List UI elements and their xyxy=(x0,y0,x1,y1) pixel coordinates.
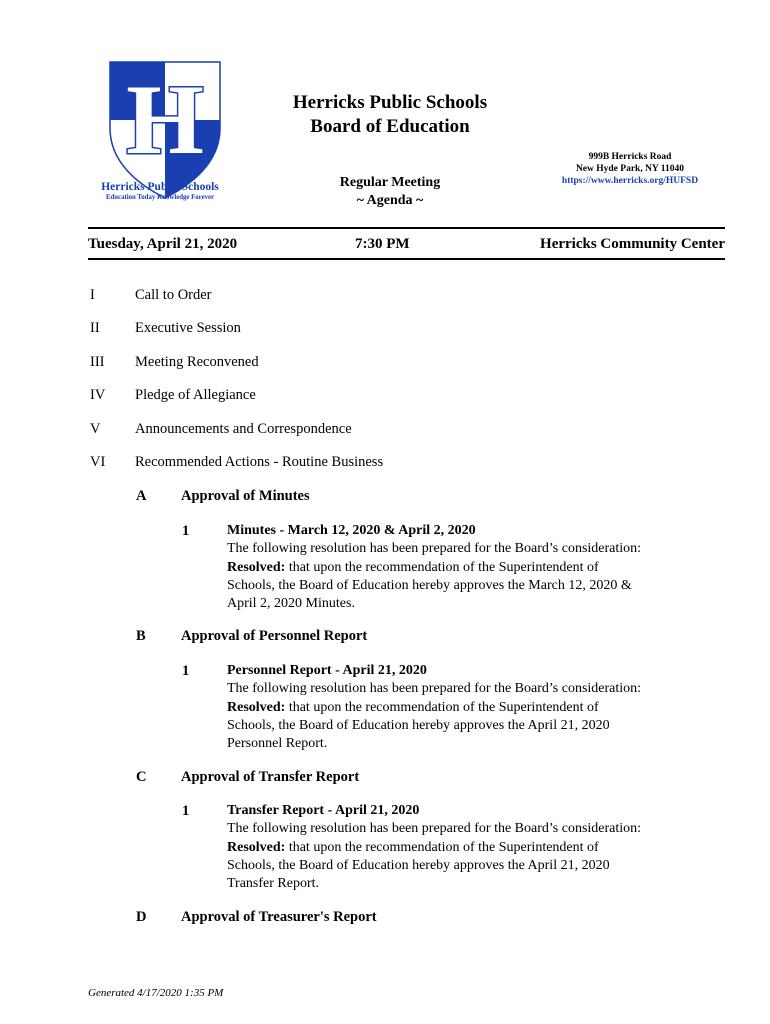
agenda-num: III xyxy=(90,354,105,370)
resolution-line xyxy=(227,559,707,577)
item-num: 1 xyxy=(182,663,190,679)
item-title: Transfer Report - April 21, 2020 xyxy=(227,803,420,818)
resolved-label: Resolved: xyxy=(227,839,286,855)
resolution-block xyxy=(227,802,707,893)
bottom-rule xyxy=(88,258,725,260)
section-letter: C xyxy=(136,769,147,785)
resolution-line: Personnel Report. xyxy=(227,736,328,752)
resolved-label: Resolved: xyxy=(227,559,286,575)
agenda-num: I xyxy=(90,287,95,303)
resolution-line: Transfer Report. xyxy=(227,876,320,892)
address-line2: New Hyde Park, NY 11040 xyxy=(575,164,685,174)
resolved-text: that upon the recommendation of the Superintendent of xyxy=(285,559,599,575)
agenda-item-text: Call to Order xyxy=(135,287,212,303)
meeting-date: Tuesday, April 21, 2020 xyxy=(88,236,238,252)
item-title: Personnel Report - April 21, 2020 xyxy=(227,663,427,678)
resolution-line: Schools, the Board of Education hereby approves the March 12, 2020 & xyxy=(227,577,632,593)
resolved-text: that upon the recommendation of the Superintendent of xyxy=(285,839,599,855)
resolved-label: Resolved: xyxy=(227,699,286,715)
meeting-location: Herricks Community Center xyxy=(540,236,725,252)
section-title: Approval of Transfer Report xyxy=(181,769,360,785)
section-letter: B xyxy=(136,628,146,644)
logo-name: Herricks Public Schools xyxy=(101,181,219,193)
resolution-intro: The following resolution has been prepared for the Board’s consideration: xyxy=(227,821,642,837)
resolution-line: April 2, 2020 Minutes. xyxy=(227,596,355,612)
resolution-line: Schools, the Board of Education hereby approves the April 21, 2020 xyxy=(227,857,610,873)
agenda-item-text: Meeting Reconvened xyxy=(135,354,259,370)
org-name: Herricks Public Schools xyxy=(292,92,488,113)
generated-timestamp: Generated 4/17/2020 1:35 PM xyxy=(88,987,224,999)
meeting-type: Regular Meeting xyxy=(339,175,441,190)
section-title: Approval of Personnel Report xyxy=(181,628,368,644)
resolution-intro: The following resolution has been prepared for the Board’s consideration: xyxy=(227,541,642,557)
meeting-time: 7:30 PM xyxy=(355,236,410,252)
agenda-item-text: Recommended Actions - Routine Business xyxy=(135,454,384,470)
resolved-text: that upon the recommendation of the Superintendent of xyxy=(285,699,599,715)
resolution-line xyxy=(227,699,707,717)
resolution-intro: The following resolution has been prepared for the Board’s consideration: xyxy=(227,681,642,697)
item-num: 1 xyxy=(182,523,190,539)
item-num: 1 xyxy=(182,803,190,819)
agenda-item-text: Pledge of Allegiance xyxy=(135,387,256,403)
logo-letter: H xyxy=(126,64,204,175)
address-line1: 999B Herricks Road xyxy=(588,152,672,162)
board-name: Board of Education xyxy=(310,116,470,137)
section-letter: A xyxy=(136,488,147,504)
section-title: Approval of Minutes xyxy=(181,488,310,504)
logo-tagline: Education Today Knowledge Forever xyxy=(105,194,215,201)
agenda-num: II xyxy=(90,320,100,336)
website-link[interactable]: https://www.herricks.org/HUFSD xyxy=(561,176,699,186)
resolution-block xyxy=(227,662,707,753)
section-letter: D xyxy=(136,909,147,925)
agenda-item-text: Announcements and Correspondence xyxy=(135,421,352,437)
item-title: Minutes - March 12, 2020 & April 2, 2020 xyxy=(227,523,476,538)
agenda-num: V xyxy=(90,421,101,437)
resolution-block xyxy=(227,522,707,613)
agenda-num: VI xyxy=(90,454,106,470)
agenda-num: IV xyxy=(90,387,106,403)
document-type: ~ Agenda ~ xyxy=(356,193,424,208)
resolution-line: Schools, the Board of Education hereby approves the April 21, 2020 xyxy=(227,717,610,733)
resolution-line xyxy=(227,839,707,857)
agenda-item-text: Executive Session xyxy=(135,320,241,336)
top-rule xyxy=(88,227,725,229)
section-title: Approval of Treasurer's Report xyxy=(181,909,377,925)
